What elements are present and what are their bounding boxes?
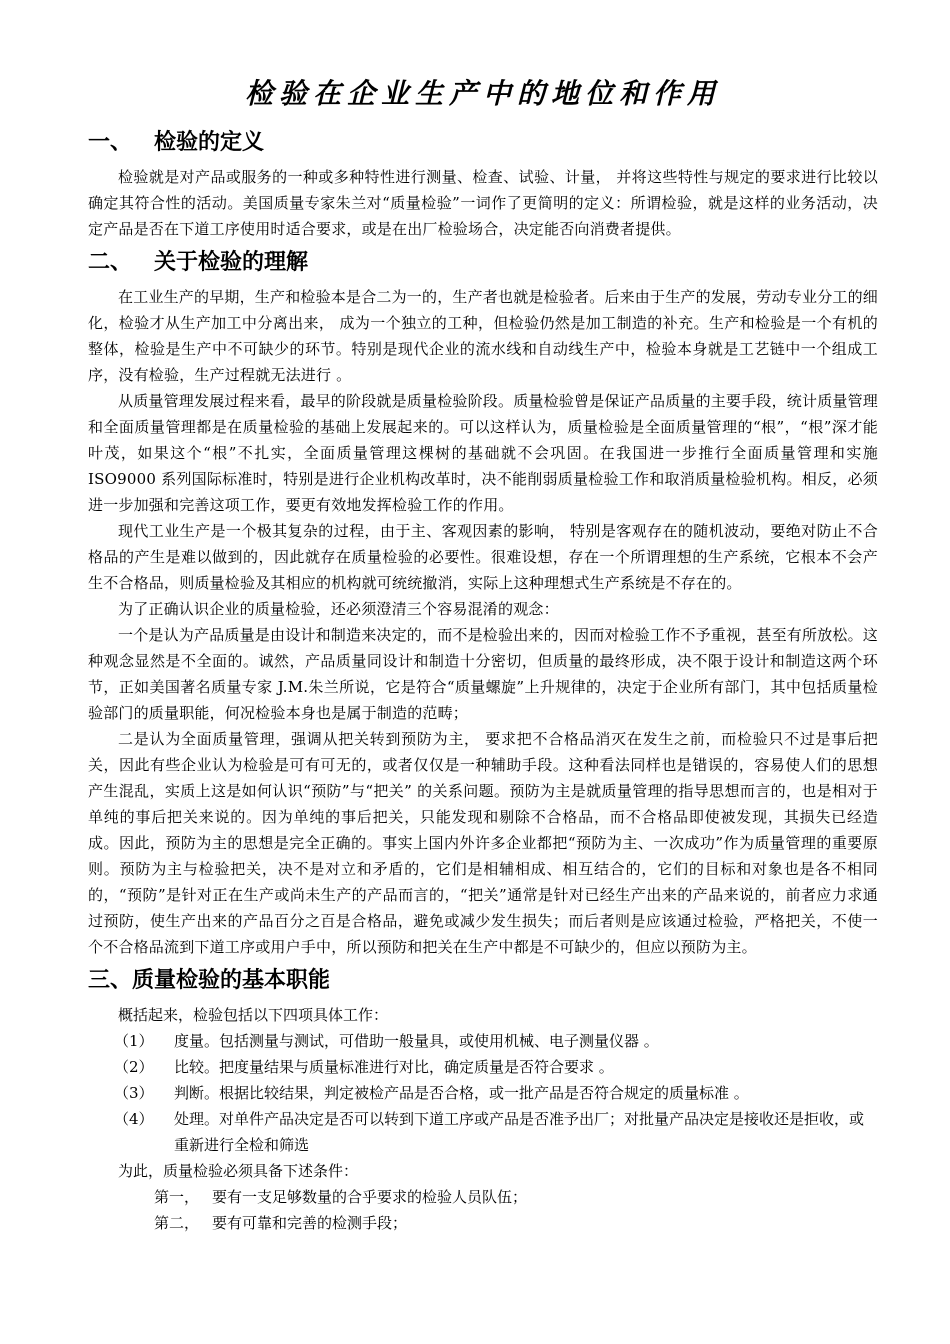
condition-text: 要有一支足够数量的合乎要求的检验人员队伍； [212, 1188, 528, 1206]
document-title: 检验在企业生产中的地位和作用 [244, 77, 721, 110]
list-text: 判断。根据比较结果，判定被检产品是否合格，或一批产品是否符合规定的质量标准 。 [174, 1084, 749, 1102]
section-heading [88, 248, 878, 278]
list-text: 比较。把度量结果与质量标准进行对比，确定质量是否符合要求 。 [174, 1058, 614, 1076]
paragraph: 一个是认为产品质量是由设计和制造来决定的，而不是检验出来的，因而对检验工作不予重视，甚至有所放松。这种观念显然是不全面的。诚然，产品质量同设计和制造十分密切，但质量的最终形成，决不限于设计和制造这两个环节，正如美国著名质量专家 J.M.朱兰所说，它是符合“质量螺旋”上升规律的，决定于企业所有部门，其中包括质量检验部门的质量职能，何况检验本身也是属于制造的范畴； [88, 626, 879, 722]
paragraph: 在工业生产的早期，生产和检验本是合二为一的，生产者也就是检验者。后来由于生产的发展，劳动专业分工的细化，检验才从生产加工中分离出来， 成为一个独立的工种，但检验仍然是加工制造的补充。生产和检验是一个有机的整体，检验是生产中不可缺少的环节。特别是现代企业的流水线和自动线生产中，检验本身就是工艺链中一个组成工序，没有检验，生产过程就无法进行 。 [88, 288, 879, 384]
condition-number: 第一， [154, 1188, 200, 1206]
section-title: 检验的定义 [154, 130, 265, 155]
list-item [88, 1028, 878, 1054]
section-number: 二、 [88, 250, 133, 275]
list-item [88, 1106, 878, 1158]
list-number: （1） [114, 1032, 154, 1050]
list-number: （4） [114, 1110, 154, 1128]
paragraph: 检验就是对产品或服务的一种或多种特性进行测量、检查、试验、计量， 并将这些特性与规定的要求进行比较以确定其符合性的活动。美国质量专家朱兰对“质量检验”一词作了更简明的定义：所谓检验，就是这样的业务活动，决定产品是否在下道工序使用时适合要求，或是在出厂检验场合，决定能否向消费者提供。 [88, 168, 878, 238]
condition-item [88, 1210, 878, 1236]
condition-number: 第二， [154, 1214, 200, 1232]
list-number: （2） [114, 1058, 154, 1076]
list-intro: 概括起来，检验包括以下四项具体工作： [118, 1006, 389, 1024]
section-heading [88, 966, 878, 996]
section-definition [88, 128, 878, 242]
document-page [88, 72, 878, 1242]
paragraph: 从质量管理发展过程来看，最早的阶段就是质量检验阶段。质量检验曾是保证产品质量的主要手段，统计质量管理和全面质量管理都是在质量检验的基础上发展起来的。可以这样认为，质量检验是全面质量管理的“根”，“根”深才能叶茂，如果这个“根”不扎实，全面质量管理这棵树的基础就不会巩固。在我国进一步推行全面质量管理和实施 ISO9000 系列国际标准时，特别是进行企业机构改革时，决不能削弱质量检验工作和取消质量检验机构。相反，必须进一步加强和完善这项工作，要更有效地发挥检验工作的作用。 [88, 392, 879, 514]
list-item [88, 1054, 878, 1080]
section-number: 三、 [88, 968, 133, 993]
paragraph: 为了正确认识企业的质量检验，还必须澄清三个容易混淆的观念： [118, 600, 559, 618]
section-basic-functions [88, 966, 878, 1236]
list-item [88, 1080, 878, 1106]
section-title: 质量检验的基本职能 [132, 968, 331, 993]
list-number: （3） [114, 1084, 154, 1102]
section-understanding [88, 248, 878, 960]
section-number: 一、 [88, 130, 133, 155]
list-text: 处理。对单件产品决定是否可以转到下道工序或产品是否准予出厂；对批量产品决定是接收还是拒收，或重新进行全检和筛选 [174, 1110, 865, 1154]
paragraph: 二是认为全面质量管理，强调从把关转到预防为主， 要求把不合格品消灭在发生之前，而检验只不过是事后把关，因此有些企业认为检验是可有可无的，或者仅仅是一种辅助手段。这种看法同样也是错误的，容易使人们的思想产生混乱，实质上这是如何认识“预防”与“把关” 的关系问题。预防为主是就质量管理的指导思想而言的，也是相对于单纯的事后把关来说的。因为单纯的事后把关，只能发现和剔除不合格品，而不合格品即使被发现，其损失已经造成。因此，预防为主的思想是完全正确的。事实上国内外许多企业都把“预防为主、一次成功”作为质量管理的重要原则。预防为主与检验把关，决不是对立和矛盾的，它们是相辅相成、相互结合的，它们的目标和对象也是各不相同的，“预防”是针对正在生产或尚未生产的产品而言的，“把关”通常是针对已经生产出来的产品来说的，前者应力求通过预防，使生产出来的产品百分之百是合格品，避免或减少发生损失；而后者则是应该通过检验，严格把关，不使一个不合格品流到下道工序或用户手中，所以预防和把关在生产中都是不可缺少的，但应以预防为主。 [88, 730, 878, 956]
section-title: 关于检验的理解 [154, 250, 309, 275]
condition-item [88, 1184, 878, 1210]
condition-text: 要有可靠和完善的检测手段； [212, 1214, 408, 1232]
section-heading [88, 128, 878, 158]
list-text: 度量。包括测量与测试，可借助一般量具，或使用机械、电子测量仪器 。 [174, 1032, 659, 1050]
paragraph: 现代工业生产是一个极其复杂的过程，由于主、客观因素的影响， 特别是客观存在的随机波动，要绝对防止不合格品的产生是难以做到的，因此就存在质量检验的必要性。很难设想，存在一个所谓理想的生产系统，它根本不会产生不合格品，则质量检验及其相应的机构就可统统撤消，实际上这种理想式生产系统是不存在的。 [88, 522, 878, 592]
conditions-intro: 为此，质量检验必须具备下述条件： [118, 1162, 359, 1180]
